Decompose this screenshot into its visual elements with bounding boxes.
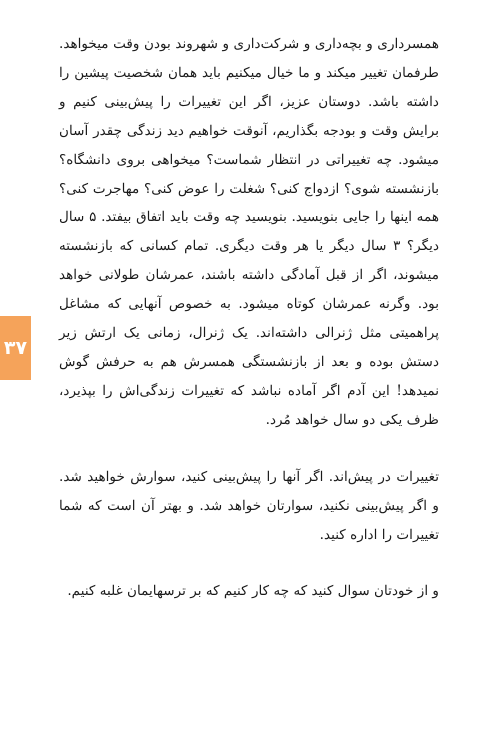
page-body xyxy=(59,30,439,606)
paragraph: همسرداری و بچه‌داری و شرکت‌داری و شهروند بودن وقت میخواهد. طرفمان تغییر میکند و ما خیال میکنیم باید همان شخصیت پیشین را داشته باشد. دوستان عزیز، اگر این تغییرات را پیش‌بینی کنیم و برایش وقت و بودجه بگذاریم، آنوقت خواهیم دید زندگی چقدر آسان میشود. چه تغییراتی در انتظار شماست؟ میخواهی بروی دانشگاه؟ بازنشسته شوی؟ ازدواج کنی؟ شغلت را عوض کنی؟ مهاجرت کنی؟ همه اینها را جایی بنویسید. بنویسید چه وقت باید اتفاق بیفتد. ۵ سال دیگر؟ ۳ سال دیگر یا هر وقت دیگری. تمام کسانی که بازنشسته میشوند، اگر از قبل آمادگی داشته باشند، عمرشان طولانی خواهد بود. وگرنه عمرشان کوتاه میشود. به خصوص آنهایی که مشاغل پراهمیتی مثل ژنرالی داشته‌اند. یک ژنرال، زمانی یک ارتش زیر دستش بوده و بعد از بازنشستگی همسرش هم به حرفش گوش نمیدهد! این آدم اگر آماده نباشد که تغییرات زندگی‌اش را بپذیرد، ظرف یکی دو سال خواهد مُرد. xyxy=(59,36,440,428)
page-number-tab xyxy=(0,316,31,380)
paragraph: و از خودتان سوال کنید که چه کار کنیم که بر ترسهایمان غلبه کنیم. xyxy=(67,583,439,600)
paragraph: تغییرات در پیش‌اند. اگر آنها را پیش‌بینی کنید، سوارش خواهید شد. و اگر پیش‌بینی نکنید، سوارتان خواهد شد. و بهتر آن است که شما تغییرات را اداره کنید. xyxy=(59,468,439,543)
page-number: ۳۷ xyxy=(3,337,28,359)
